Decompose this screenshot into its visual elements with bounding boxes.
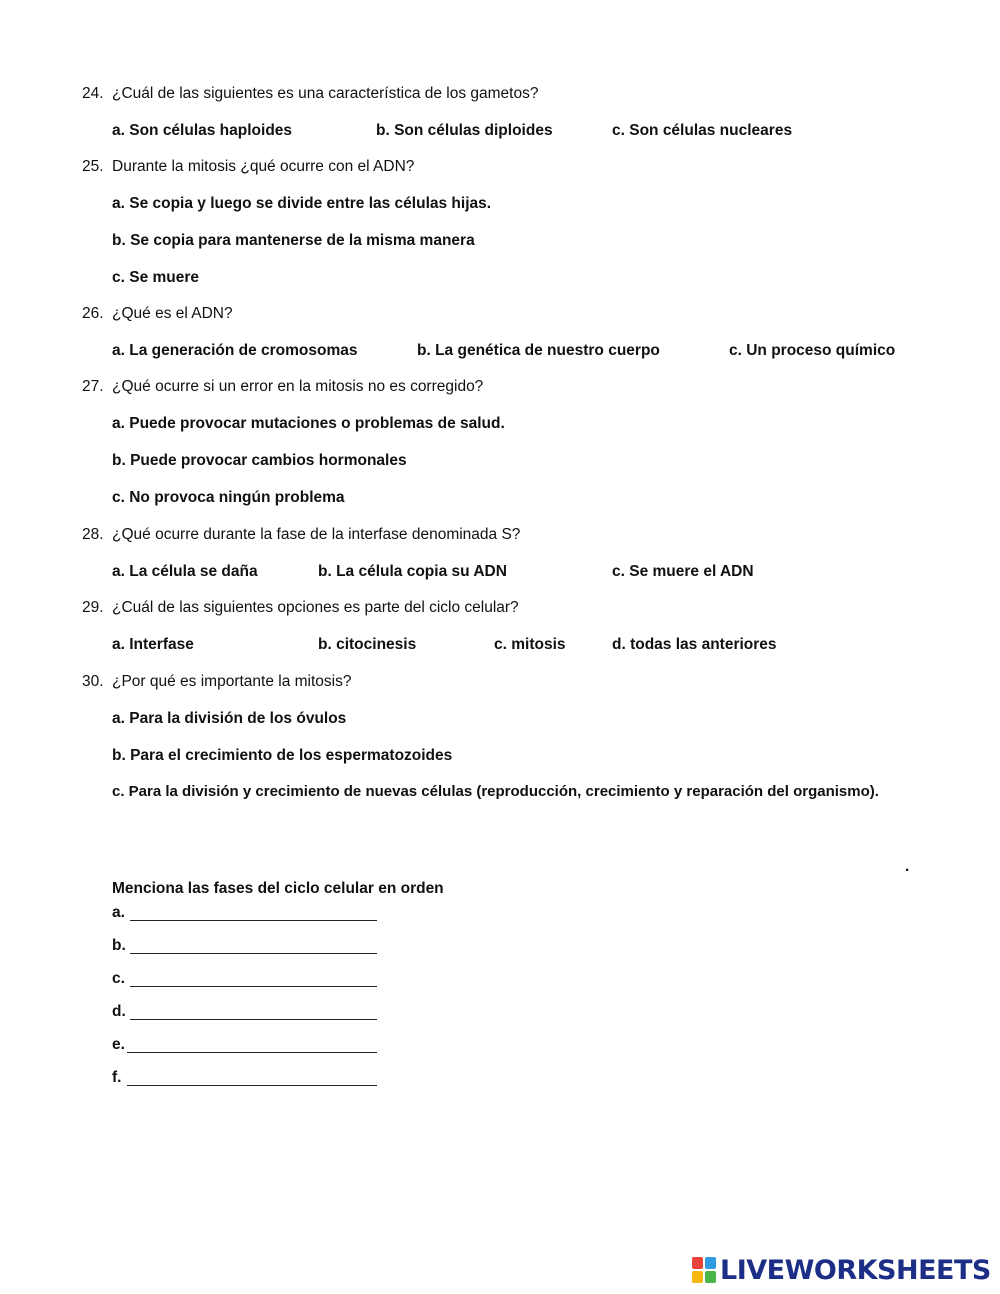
question-25-text: Durante la mitosis ¿qué ocurre con el ADN? — [112, 158, 415, 175]
question-30-text: ¿Por qué es importante la mitosis? — [112, 673, 352, 690]
liveworksheets-logo-icon — [692, 1257, 716, 1283]
phase-b-input[interactable] — [130, 953, 377, 954]
q24-option-a[interactable]: a. Son células haploides — [112, 122, 293, 139]
question-29-text: ¿Cuál de las siguientes opciones es parte del ciclo celular? — [112, 599, 519, 616]
phase-f-input[interactable] — [127, 1085, 377, 1086]
phase-a-label: a. — [112, 904, 125, 921]
question-24-text: ¿Cuál de las siguientes es una característica de los gametos? — [112, 85, 539, 102]
stray-dot: . — [905, 858, 910, 875]
question-28-number: 28. — [82, 526, 104, 543]
question-28-text: ¿Qué ocurre durante la fase de la interfase denominada S? — [112, 526, 521, 543]
question-26-text: ¿Qué es el ADN? — [112, 305, 233, 322]
question-30-number: 30. — [82, 673, 104, 690]
q30-option-a[interactable]: a. Para la división de los óvulos — [112, 710, 347, 727]
q27-option-a[interactable]: a. Puede provocar mutaciones o problemas de salud. — [112, 415, 505, 432]
liveworksheets-logo — [692, 1254, 992, 1286]
logo-square-green — [705, 1271, 716, 1283]
q25-option-c[interactable]: c. Se muere — [112, 269, 200, 286]
logo-square-red — [692, 1257, 703, 1269]
q27-option-c[interactable]: c. No provoca ningún problema — [112, 489, 345, 506]
q25-option-b[interactable]: b. Se copia para mantenerse de la misma manera — [112, 232, 475, 249]
q30-option-c[interactable]: c. Para la división y crecimiento de nuevas células (reproducción, crecimiento y reparación del organismo). — [112, 783, 879, 800]
question-27-text: ¿Qué ocurre si un error en la mitosis no es corregido? — [112, 378, 484, 395]
logo-text: LIVEWORKSHEETS — [720, 1254, 991, 1286]
phase-d-input[interactable] — [130, 1019, 377, 1020]
phase-a-input[interactable] — [130, 920, 377, 921]
q28-option-a[interactable]: a. La célula se daña — [112, 563, 258, 580]
question-29-number: 29. — [82, 599, 104, 616]
question-27-number: 27. — [82, 378, 104, 395]
question-25-number: 25. — [82, 158, 104, 175]
q29-option-a[interactable]: a. Interfase — [112, 636, 194, 653]
phase-e-label: e. — [112, 1036, 125, 1053]
q24-option-c[interactable]: c. Son células nucleares — [612, 122, 793, 139]
q29-option-c[interactable]: c. mitosis — [494, 636, 566, 653]
question-26-number: 26. — [82, 305, 104, 322]
phase-c-input[interactable] — [130, 986, 377, 987]
phase-f-label: f. — [112, 1069, 122, 1086]
q27-option-b[interactable]: b. Puede provocar cambios hormonales — [112, 452, 407, 469]
logo-square-yellow — [692, 1271, 703, 1283]
q26-option-c[interactable]: c. Un proceso químico — [729, 342, 896, 359]
q24-option-b[interactable]: b. Son células diploides — [376, 122, 553, 139]
q26-option-a[interactable]: a. La generación de cromosomas — [112, 342, 358, 359]
q28-option-c[interactable]: c. Se muere el ADN — [612, 563, 754, 580]
q29-option-b[interactable]: b. citocinesis — [318, 636, 417, 653]
phase-c-label: c. — [112, 970, 125, 987]
q30-option-b[interactable]: b. Para el crecimiento de los espermatozoides — [112, 747, 453, 764]
q29-option-d[interactable]: d. todas las anteriores — [612, 636, 777, 653]
phase-b-label: b. — [112, 937, 126, 954]
q25-option-a[interactable]: a. Se copia y luego se divide entre las células hijas. — [112, 195, 492, 212]
logo-square-blue — [705, 1257, 716, 1269]
phases-title: Menciona las fases del ciclo celular en orden — [112, 880, 444, 897]
question-24-number: 24. — [82, 85, 104, 102]
q26-option-b[interactable]: b. La genética de nuestro cuerpo — [417, 342, 660, 359]
phase-d-label: d. — [112, 1003, 126, 1020]
phase-e-input[interactable] — [127, 1052, 377, 1053]
q28-option-b[interactable]: b. La célula copia su ADN — [318, 563, 507, 580]
